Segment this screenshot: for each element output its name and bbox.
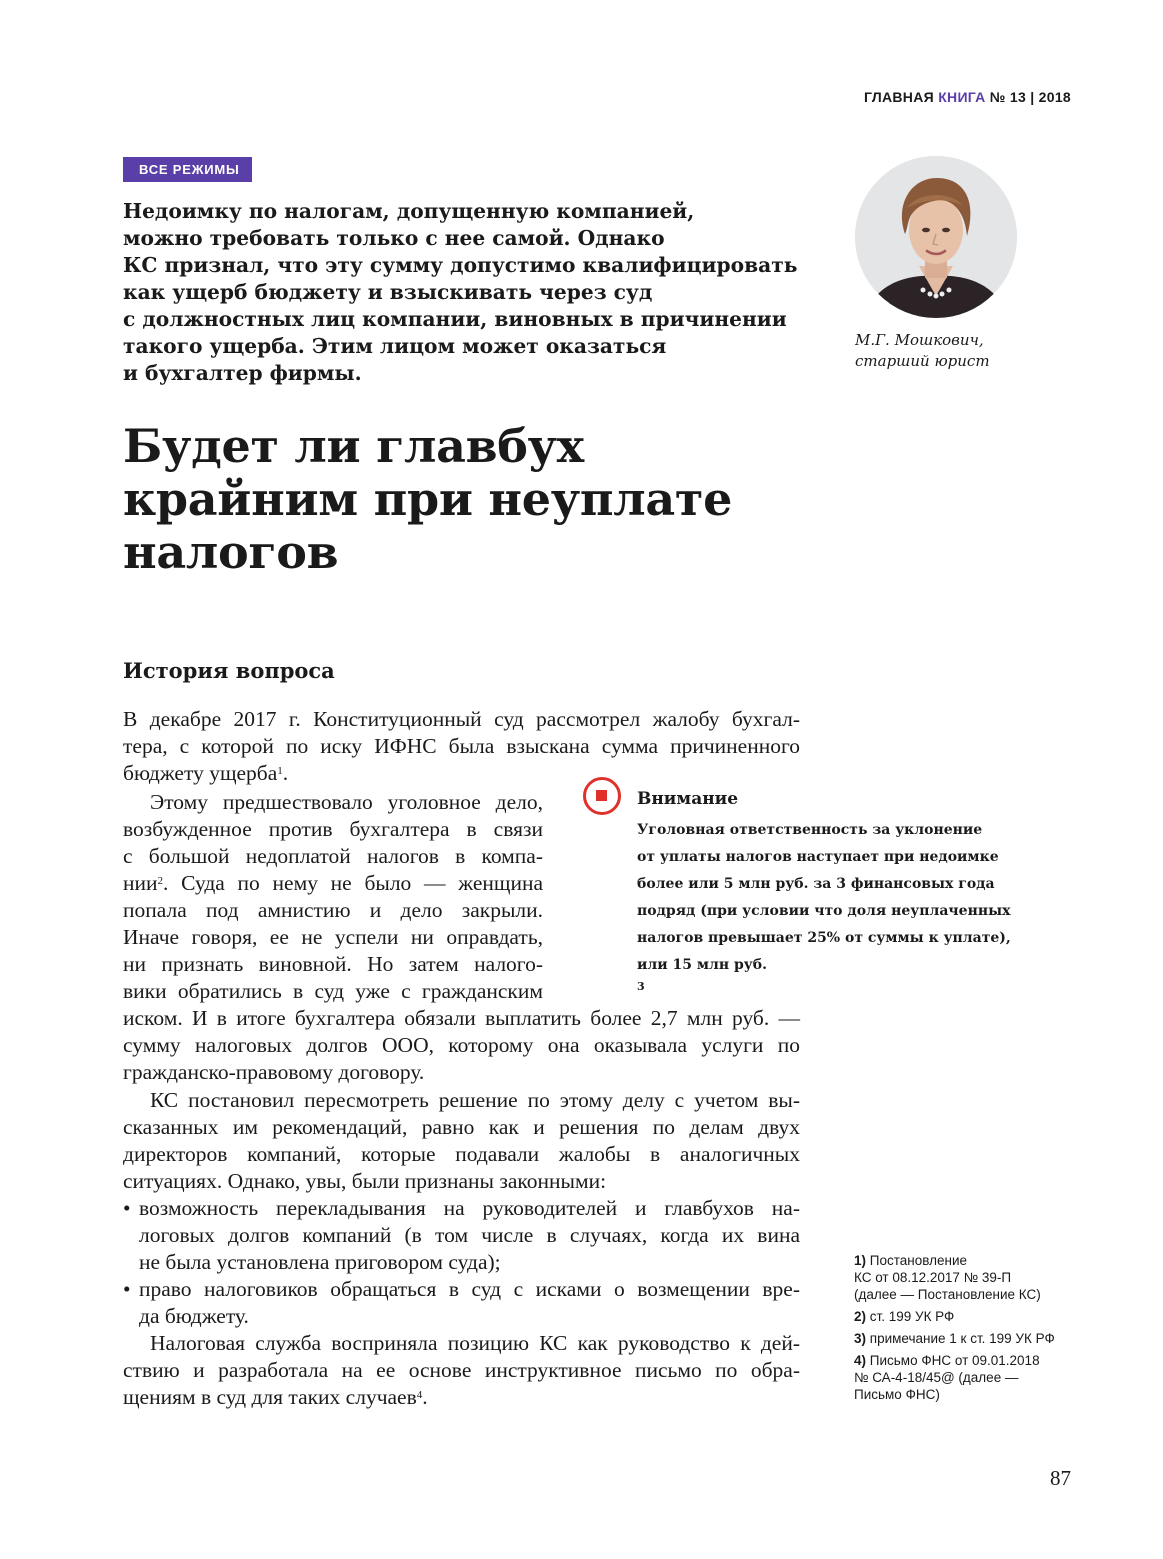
lead-line: можно требовать только с нее самой. Однако: [123, 226, 665, 250]
lead-line: и бухгалтер фирмы.: [123, 361, 362, 385]
body-text: нии: [123, 871, 158, 895]
body-text: .: [422, 1385, 428, 1409]
footnote: [854, 1352, 1084, 1403]
lead-line: такого ущерба. Этим лицом может оказаться: [123, 334, 667, 358]
body-line: ствию и разработала на ее основе инструктивное письмо по обра-: [123, 1358, 800, 1382]
lead-line: с должностных лиц компании, виновных в причинении: [123, 307, 787, 331]
footnote-number: 4): [854, 1353, 867, 1368]
body-line: КС постановил пересмотреть решение по этому делу с учетом вы-: [150, 1088, 800, 1112]
alert-icon: [583, 777, 621, 815]
brand-part2: КНИГА: [938, 89, 986, 105]
body-line: [123, 1384, 428, 1411]
footnote-number: 2): [854, 1309, 867, 1324]
footnote-ref: 1: [277, 765, 283, 777]
attention-text: [637, 817, 1011, 1006]
body-line: ни признать виновной. Но затем налого-: [123, 952, 543, 976]
body-line: [123, 870, 543, 897]
body-text: .: [282, 761, 289, 785]
body-line: возбужденное против бухгалтера в связи: [123, 817, 543, 841]
lead-paragraph: [123, 198, 803, 387]
title-line: налогов: [123, 525, 339, 579]
article-title: [123, 420, 732, 579]
body-line: попала под амнистию и дело закрыли.: [123, 898, 543, 922]
footnote: [854, 1252, 1084, 1303]
footnote-line: № СА-4-18/45@ (далее —: [854, 1370, 1019, 1385]
body-line: да бюджету.: [139, 1304, 249, 1328]
footnote: [854, 1330, 1084, 1347]
attention-line: Уголовная ответственность за уклонение: [637, 822, 983, 838]
attention-line: более или 5 млн руб. за 3 финансовых года: [637, 876, 995, 892]
body-text: бюджету ущерба: [123, 761, 278, 785]
title-line: Будет ли главбух: [123, 419, 584, 473]
lead-line: КС признал, что эту сумму допустимо квалифицировать: [123, 253, 798, 277]
lead-line: Недоимку по налогам, допущенную компанией,: [123, 199, 695, 223]
attention-line: от уплаты налогов наступает при недоимке: [637, 849, 999, 865]
footnote-ref: 3: [637, 980, 645, 993]
attention-line: [637, 952, 1011, 1006]
body-line: иском. И в итоге бухгалтера обязали выплатить более 2,7 млн руб. —: [123, 1006, 800, 1030]
body-line: директоров компаний, которые подавали жалобы в аналогичных: [123, 1142, 800, 1166]
body-text: . Суда по нему не было — женщина: [163, 871, 543, 895]
brand-part1: ГЛАВНАЯ: [863, 89, 934, 105]
attention-line: налогов превышает 25% от суммы к уплате),: [637, 930, 1011, 946]
footnote-line: (далее — Постановление КС): [854, 1287, 1041, 1302]
body-line: тера, с которой по иску ИФНС была взыскана сумма причиненного: [123, 734, 800, 758]
footnote-number: 1): [854, 1253, 867, 1268]
footnote-line: [854, 1252, 1084, 1269]
body-line: Этому предшествовало уголовное дело,: [150, 790, 543, 814]
body-line: В декабре 2017 г. Конституционный суд рассмотрел жалобу бухгал-: [123, 707, 800, 731]
author-name: М.Г. Мошкович,: [855, 331, 984, 349]
footnote-text: Постановление: [869, 1253, 967, 1268]
body-line: право налоговиков обращаться в суд с исками о возмещении вре-: [139, 1277, 800, 1301]
lead-line: как ущерб бюджету и взыскивать через суд: [123, 280, 653, 304]
author-photo: [855, 156, 1017, 318]
section-title: История вопроса: [123, 658, 335, 683]
footnote-ref: 4: [416, 1389, 423, 1401]
body-text: щениям в суд для таких случаев: [123, 1385, 417, 1409]
page-number: 87: [1050, 1466, 1071, 1490]
footnote-line: КС от 08.12.2017 № 39-П: [854, 1270, 1012, 1285]
footnote-line: [854, 1308, 1084, 1325]
footnote: [854, 1308, 1084, 1325]
body-line: сумму налоговых долгов ООО, которому она оказывала услуги по: [123, 1033, 800, 1057]
footnote-line: [854, 1352, 1084, 1369]
author-role: старший юрист: [855, 352, 990, 370]
body-line: логовых долгов компаний (в том числе в случаях, когда их вина: [139, 1223, 800, 1247]
footnote-number: 3): [854, 1331, 867, 1346]
body-line: Иначе говоря, ее не успели ни оправдать,: [123, 925, 543, 949]
bullet-marker: •: [123, 1277, 131, 1301]
bullet-marker: •: [123, 1196, 131, 1220]
footnote-text: примечание 1 к ст. 199 УК РФ: [869, 1331, 1055, 1346]
title-line: крайним при неуплате: [123, 472, 733, 526]
body-line: вики обратились в суд уже с гражданским: [123, 979, 543, 1003]
attention-title: Внимание: [637, 789, 739, 809]
author-caption: [855, 330, 990, 372]
attention-line: подряд (при условии что доля неуплаченных: [637, 903, 1011, 919]
footnote-line: [854, 1330, 1084, 1347]
issue-number: № 13 | 2018: [989, 89, 1071, 105]
body-line: с большой недоплатой налогов в компа-: [123, 844, 543, 868]
body-line: возможность перекладывания на руководителей и главбухов на-: [139, 1196, 800, 1220]
body-line: Налоговая служба восприняла позицию КС как руководство к дей-: [150, 1331, 800, 1355]
magazine-header: [864, 89, 1071, 105]
footnotes: [854, 1252, 1084, 1408]
body-line: сказанных им рекомендаций, равно как и решения по делам двух: [123, 1115, 800, 1139]
author-portrait-illustration: [855, 156, 1017, 318]
body-line: гражданско-правовому договору.: [123, 1060, 425, 1084]
footnote-ref: 2: [157, 875, 164, 887]
footnote-text: Письмо ФНС от 09.01.2018: [869, 1353, 1040, 1368]
footnote-text: ст. 199 УК РФ: [869, 1309, 955, 1324]
body-line: не была установлена приговором суда);: [139, 1250, 501, 1274]
attention-text-last: или 15 млн руб.: [637, 957, 767, 973]
category-tag: ВСЕ РЕЖИМЫ: [123, 157, 252, 182]
body-line: [123, 760, 288, 787]
footnote-line: Письмо ФНС): [854, 1387, 940, 1402]
body-line: ситуациях. Однако, увы, были признаны законными:: [123, 1169, 607, 1193]
